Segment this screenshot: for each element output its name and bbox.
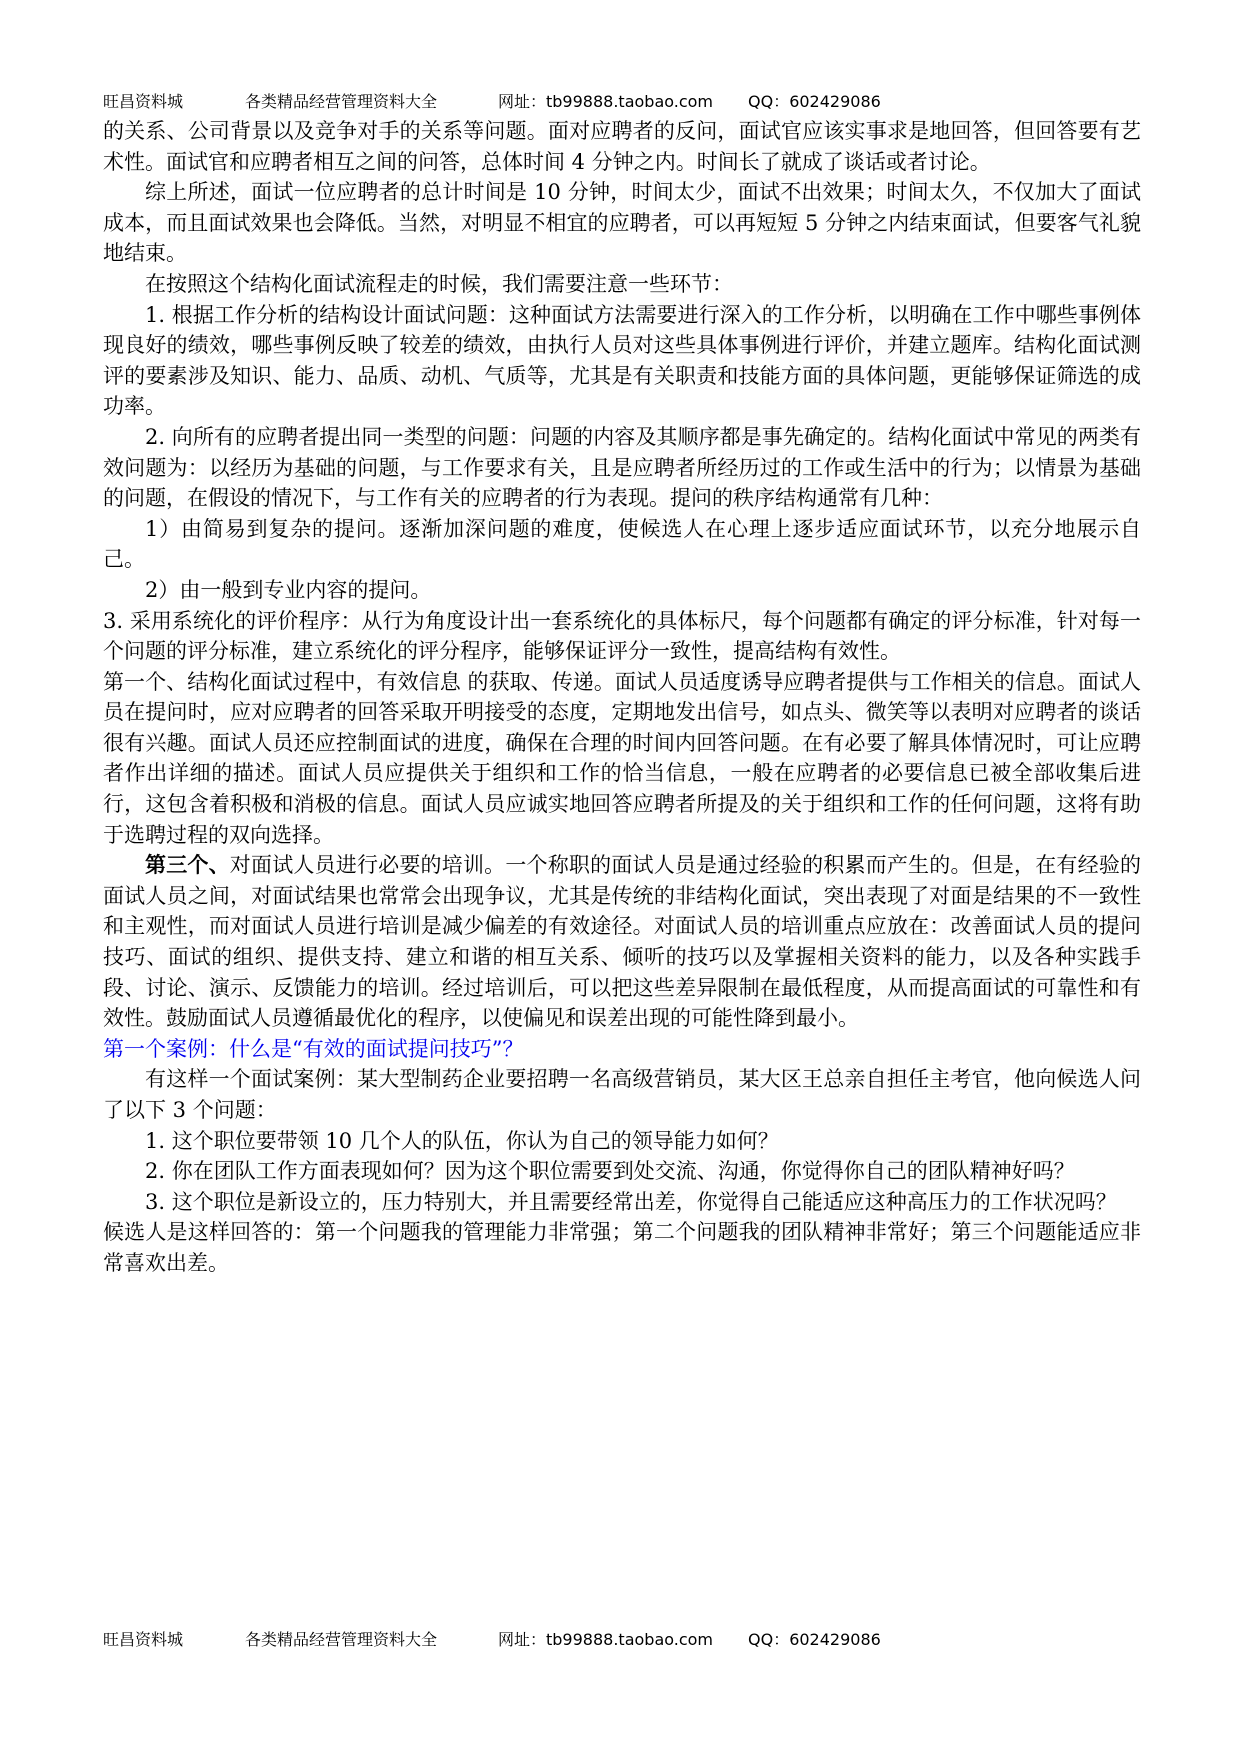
paragraph-case-question-1: 1. 这个职位要带领 10 几个人的队伍，你认为自己的领导能力如何？ [145,1128,779,1153]
footer-qq: QQ：602429086 [748,1630,881,1649]
paragraph-case-question-2: 2. 你在团队工作方面表现如何？因为这个职位需要到处交流、沟通，你觉得你自己的团队精神好吗？ [145,1159,1075,1184]
paragraph-interviewer-training [103,850,1141,1034]
paragraph-candidate-answer: 候选人是这样回答的：第一个问题我的管理能力非常强；第二个问题我的团队精神非常好；第三个问题能适应非常喜欢出差。 [103,1220,1141,1275]
paragraph-point-1: 1. 根据工作分析的结构设计面试问题：这种面试方法需要进行深入的工作分析，以明确在工作中哪些事例体现良好的绩效，哪些事例反映了较差的绩效，由执行人员对这些具体事例进行评价，并建立题库。结构化面试测评的要素涉及知识、能力、品质、动机、气质等，尤其是有关职责和技能方面的具体问题，更能够保证筛选的成功率。 [103,302,1141,419]
paragraph-point-3: 3. 采用系统化的评价程序：从行为角度设计出一套系统化的具体标尺，每个问题都有确定的评分标准，针对每一个问题的评分标准，建立系统化的评分程序，能够保证评分一致性，提高结构有效性。 [103,608,1141,664]
footer-description: 各类精品经营管理资料大全 [245,1630,438,1649]
footer-website: 网址：tb99888.taobao.com [498,1630,714,1649]
footer-shop-name: 旺昌资料城 [103,1630,184,1649]
paragraph-point-2: 2. 向所有的应聘者提出同一类型的问题：问题的内容及其顺序都是事先确定的。结构化面试中常见的两类有效问题为：以经历为基础的问题，与工作要求有关，且是应聘者所经历过的工作或生活中的行为；以情景为基础的问题，在假设的情况下，与工作有关的应聘者的行为表现。提问的秩序结构通常有几种： [103,424,1141,511]
paragraph-subpoint-1: 1）由简易到复杂的提问。逐渐加深问题的难度，使候选人在心理上逐步适应面试环节，以充分地展示自己。 [103,516,1141,572]
paragraph-case-intro: 有这样一个面试案例：某大型制药企业要招聘一名高级营销员，某大区王总亲自担任主考官，他向候选人问了以下 3 个问题： [103,1067,1141,1122]
header-description: 各类精品经营管理资料大全 [245,92,438,111]
paragraph-case-question-3: 3. 这个职位是新设立的，压力特别大，并且需要经常出差，你觉得自己能适应这种高压力的工作状况吗？ [145,1189,1117,1214]
case-heading: 第一个案例：什么是“有效的面试提问技巧”？ [103,1036,524,1061]
header-website: 网址：tb99888.taobao.com [498,92,714,111]
header-qq: QQ：602429086 [748,92,881,111]
paragraph-summary: 综上所述，面试一位应聘者的总计时间是 10 分钟，时间太少，面试不出效果；时间太久，不仅加大了面试成本，而且面试效果也会降低。当然，对明显不相宜的应聘者，可以再短短 5 分钟之内结束面试，但要客气礼貌地结束。 [103,180,1141,266]
training-text: 对面试人员进行必要的培训。一个称职的面试人员是通过经验的积累而产生的。但是，在有经验的面试人员之间，对面试结果也常常会出现争议，尤其是传统的非结构化面试，突出表现了对面是结果的不一致性和主观性，而对面试人员进行培训是减少偏差的有效途径。对面试人员的培训重点应放在：改善面试人员的提问技巧、面试的组织、提供支持、建立和谐的相互关系、倾听的技巧以及掌握相关资料的能力，以及各种实践手段、讨论、演示、反馈能力的培训。经过培训后，可以把这些差异限制在最低程度，从而提高面试的可靠性和有效性。鼓励面试人员遵循最优化的程序，以使偏见和误差出现的可能性降到最小。 [103,853,1142,1031]
document-body [103,116,1141,1279]
paragraph-notes-intro: 在按照这个结构化面试流程走的时候，我们需要注意一些环节： [145,271,733,296]
paragraph-subpoint-2: 2）由一般到专业内容的提问。 [145,577,432,602]
paragraph-information-exchange: 第一个、结构化面试过程中，有效信息 的获取、传递。面试人员适度诱导应聘者提供与工作相关的信息。面试人员在提问时，应对应聘者的回答采取开明接受的态度，定期地发出信号，如点头、微笑等以表明对应聘者的谈话很有兴趣。面试人员还应控制面试的进度，确保在合理的时间内回答问题。在有必要了解具体情况时，可让应聘者作出详细的描述。面试人员应提供关于组织和工作的恰当信息，一般在应聘者的必要信息已被全部收集后进行，这包含着积极和消极的信息。面试人员应诚实地回答应聘者所提及的关于组织和工作的任何问题，这将有助于选聘过程的双向选择。 [103,669,1141,847]
bold-lead-text: 第三个、 [145,852,230,878]
header-shop-name: 旺昌资料城 [103,92,184,111]
paragraph-answer-time: 的关系、公司背景以及竞争对手的关系等问题。面对应聘者的反问，面试官应该实事求是地回答，但回答要有艺术性。面试官和应聘者相互之间的问答，总体时间 4 分钟之内。时间长了就成了谈话或者讨论。 [103,119,1141,174]
